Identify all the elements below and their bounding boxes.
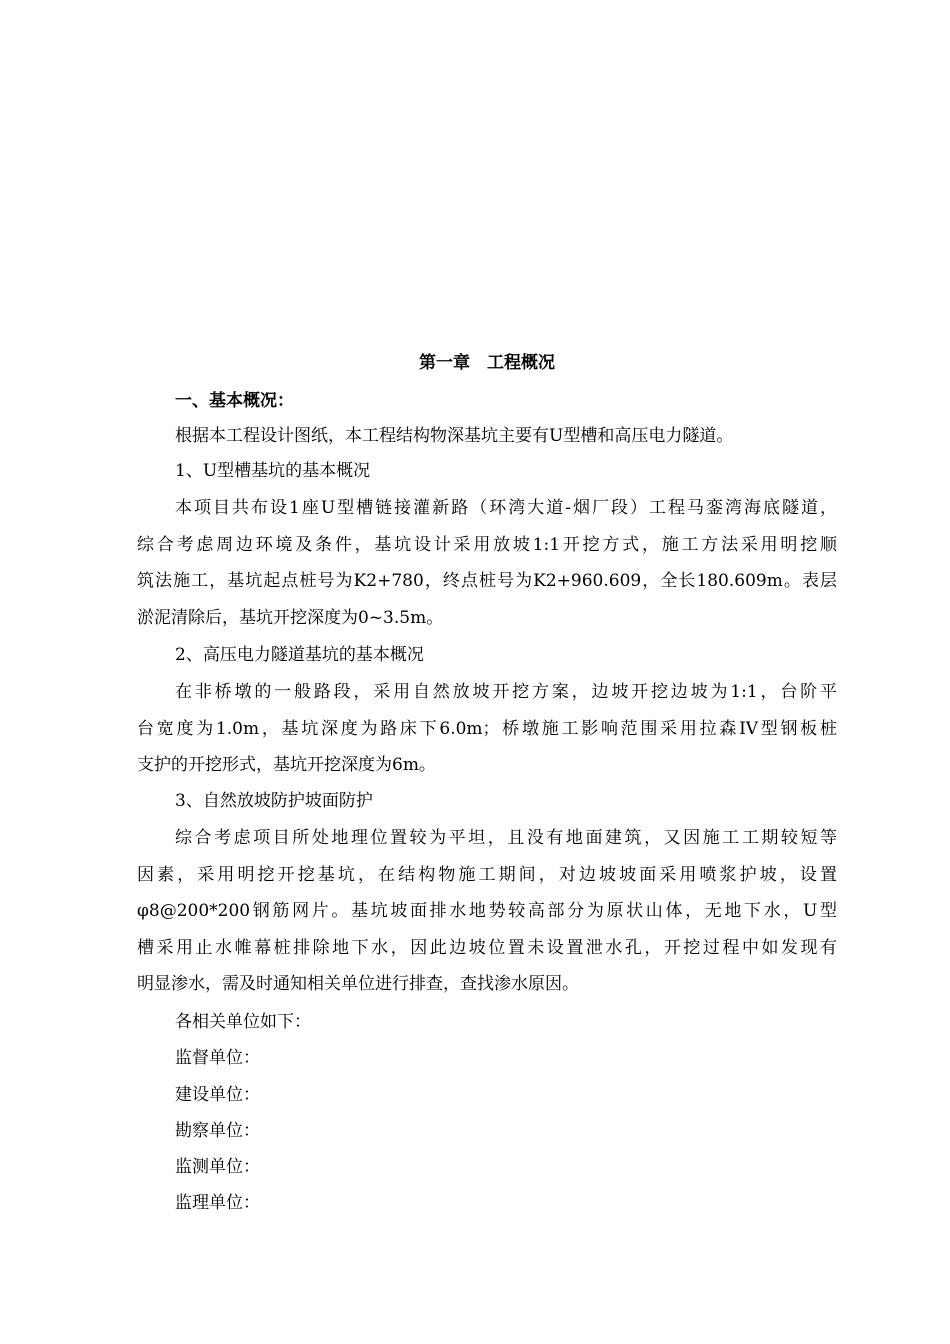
paragraph-line: 筑法施工，基坑起点桩号为K2+780，终点桩号为K2+960.609，全长180.609m。表层 [137, 571, 837, 591]
subsection-heading-u-trough: 1、U型槽基坑的基本概况 [175, 461, 371, 481]
units-intro: 各相关单位如下： [175, 1012, 311, 1032]
unit-monitoring: 监测单位： [175, 1157, 260, 1177]
paragraph-line: 支护的开挖形式，基坑开挖深度为6m。 [137, 755, 436, 775]
unit-supervision: 监督单位： [175, 1048, 260, 1068]
unit-survey: 勘察单位： [175, 1121, 260, 1141]
paragraph-line: 淤泥清除后，基坑开挖深度为0~3.5m。 [137, 607, 444, 628]
paragraph-line: φ8@200*200钢筋网片。基坑坡面排水地势较高部分为原状山体，无地下水，U型 [137, 901, 837, 921]
paragraph-line: 综合考虑项目所处地理位置较为平坦，且没有地面建筑，又因施工工期较短等 [175, 828, 837, 848]
paragraph-line: 台宽度为1.0m，基坑深度为路床下6.0m；桥墩施工影响范围采用拉森IV型钢板桩 [137, 718, 837, 739]
intro-paragraph: 根据本工程设计图纸，本工程结构物深基坑主要有U型槽和高压电力隧道。 [175, 426, 734, 446]
unit-inspection: 监理单位： [175, 1193, 260, 1213]
paragraph-line: 在非桥墩的一般路段，采用自然放坡开挖方案，边坡开挖边坡为1:1，台阶平 [175, 682, 837, 702]
subsection-heading-power-tunnel: 2、高压电力隧道基坑的基本概况 [175, 645, 424, 665]
chapter-title: 第一章 工程概况 [419, 353, 555, 373]
paragraph-u-trough [137, 490, 837, 636]
paragraph-line: 槽采用止水帷幕桩排除地下水，因此边坡位置未设置泄水孔，开挖过程中如发现有 [137, 937, 837, 958]
paragraph-slope-protection [137, 820, 837, 1003]
subsection-heading-slope-protection: 3、自然放坡防护坡面防护 [175, 791, 373, 811]
paragraph-line: 本项目共布设1座U型槽链接灌新路（环湾大道-烟厂段）工程马銮湾海底隧道， [175, 498, 837, 518]
paragraph-line: 明显渗水，需及时通知相关单位进行排查，查找渗水原因。 [137, 974, 579, 994]
paragraph-line: 因素，采用明挖开挖基坑，在结构物施工期间，对边坡坡面采用喷浆护坡，设置 [137, 864, 837, 885]
paragraph-line: 综合考虑周边环境及条件，基坑设计采用放坡1:1开挖方式，施工方法采用明挖顺 [137, 534, 837, 555]
paragraph-power-tunnel [137, 674, 837, 784]
section-heading-basic-overview: 一、基本概况： [175, 391, 294, 411]
unit-construction: 建设单位： [175, 1085, 260, 1105]
